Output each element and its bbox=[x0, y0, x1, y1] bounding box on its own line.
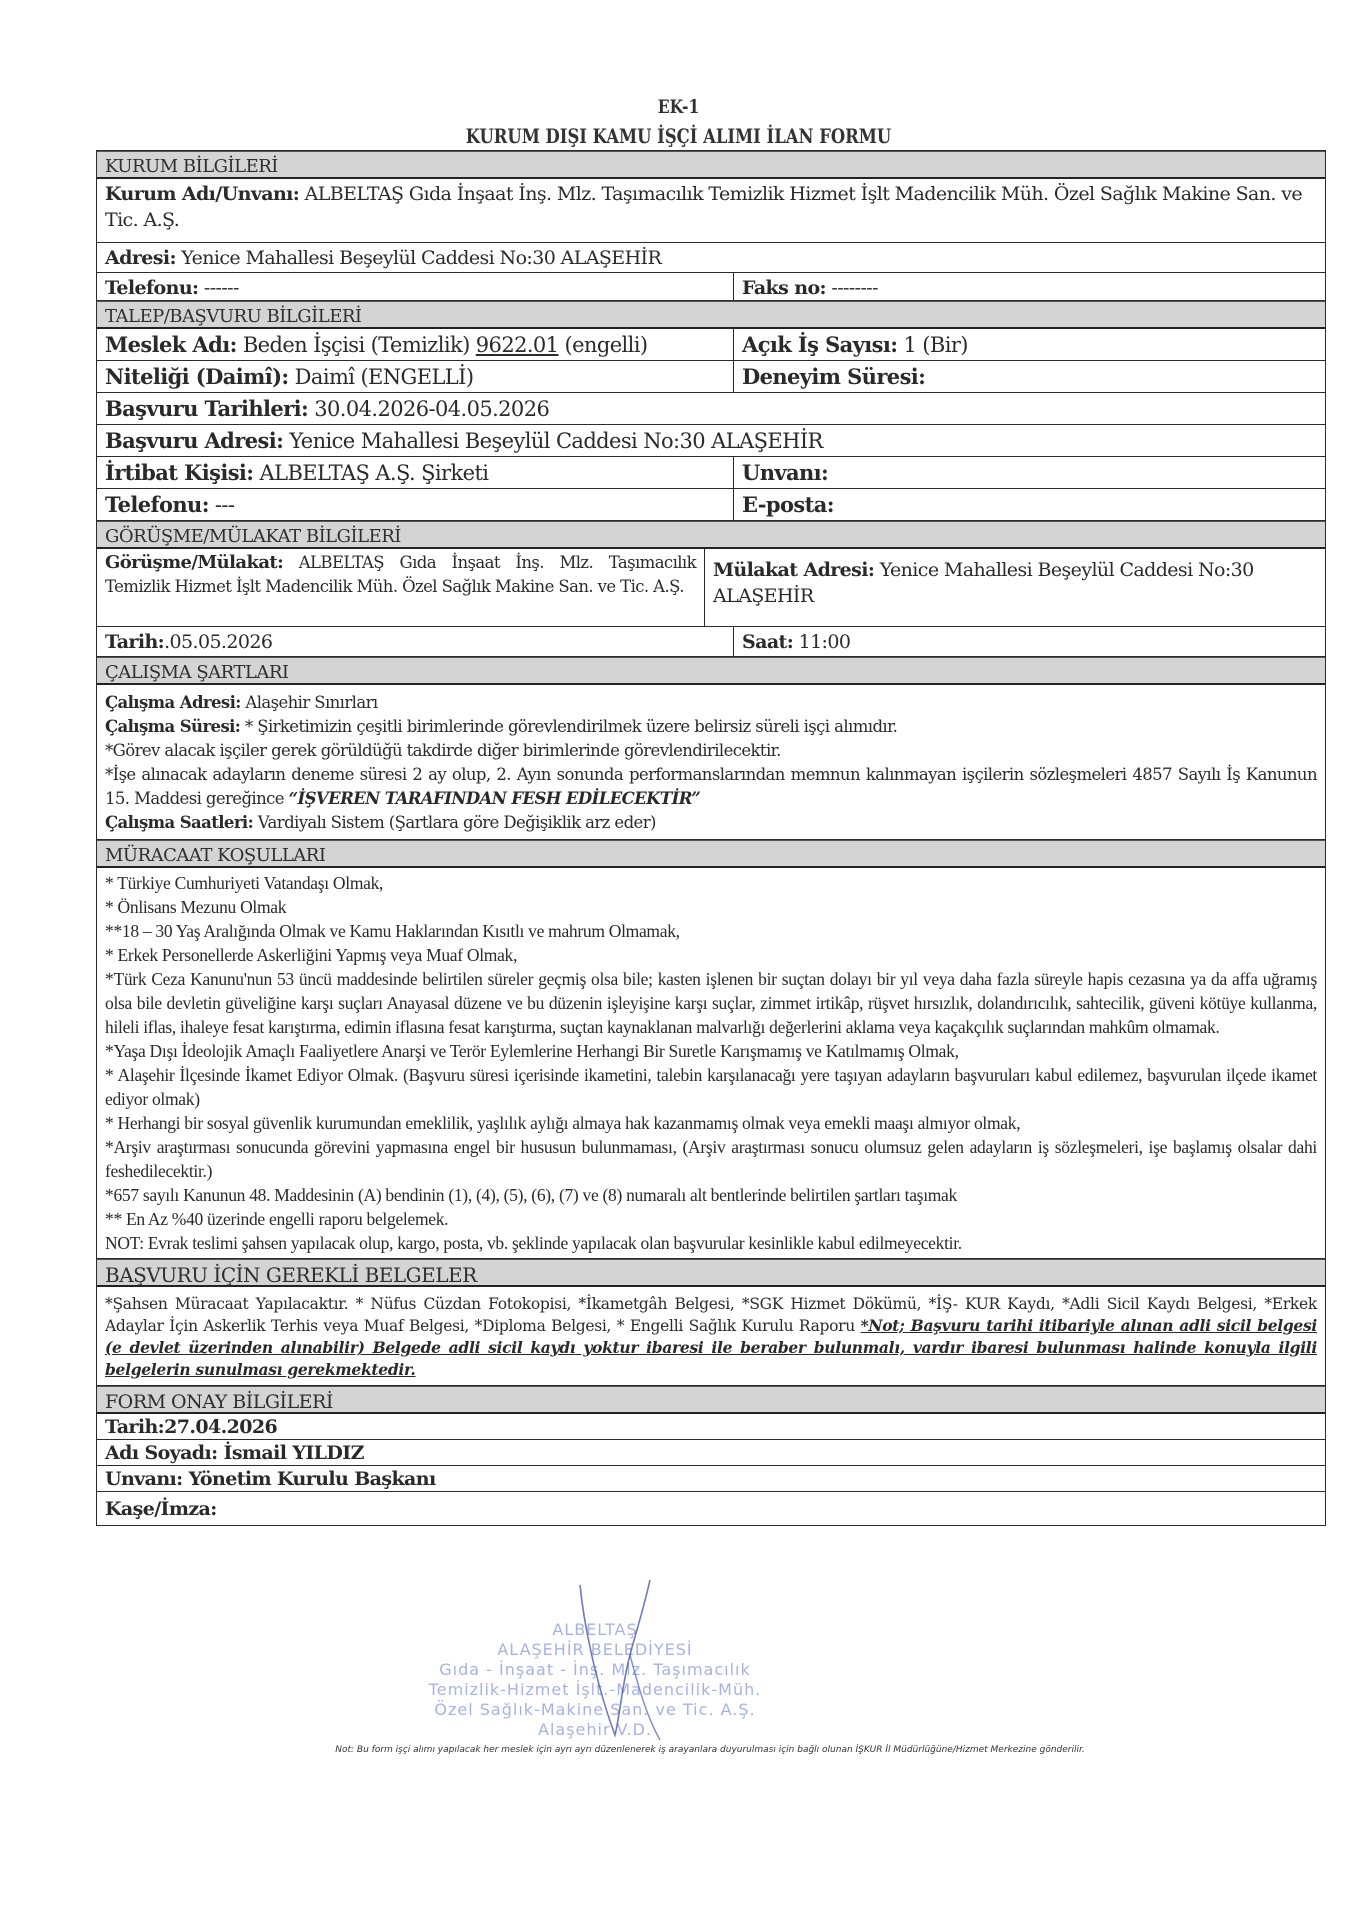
requirement-item: * Erkek Personellerde Askerliğini Yapmış veya Muaf Olmak, bbox=[105, 945, 518, 965]
approval-title-row bbox=[97, 1466, 1325, 1492]
app-address-cell bbox=[97, 425, 1325, 456]
section-header-gorusme: GÖRÜŞME/MÜLAKAT BİLGİLERİ bbox=[97, 521, 1325, 549]
contact-phone-value: --- bbox=[208, 493, 235, 517]
requirement-item: * Önlisans Mezunu Olmak bbox=[105, 897, 287, 917]
occupation-code: 9622.01 bbox=[475, 333, 559, 357]
documents-note: *Not; Başvuru tarihi itibariyle alınan adli sicil belgesi (e devlet üzerinden alınabilir) Belgede adli sicil kaydı yoktur ibaresi ile beraber bulunmalı, vardır ibaresi bulunması halinde konuyla ilgili belgelerin sunulması gerekmektedir. bbox=[105, 1316, 1317, 1379]
kurum-fax-label: Faks no: bbox=[742, 277, 826, 299]
working-conditions-row bbox=[97, 685, 1325, 840]
work-line-3-emphasis: “İŞVEREN TARAFINDAN FESH EDİLECEKTİR” bbox=[288, 789, 701, 808]
kurum-phone-value: ------ bbox=[198, 277, 239, 299]
stamp-line: ALBELTAŞ bbox=[552, 1620, 638, 1639]
recruitment-form bbox=[96, 150, 1326, 1526]
work-line-3-text: *İşe alınacak adayların deneme süresi 2 ay olup, 2. Ayın sonunda performanslarından memnun kalınmayan işçilerin sözleşmeleri 4857 Sayılı İş Kanunun 15. Maddesi gereğince bbox=[105, 765, 1317, 808]
requirement-item: * Alaşehir İlçesinde İkamet Ediyor Olmak. (Başvuru süresi içerisinde ikametini, talebin karşılanacağı yere taşıyan adayların başvuruları kabul edilemez, başvurulan ilçede ikamet ediyor olmak) bbox=[105, 1065, 1317, 1109]
nature-value: Daimî (ENGELLİ) bbox=[288, 365, 474, 389]
stamp-line: Gıda - İnşaat - İnş. Mlz. Taşımacılık bbox=[439, 1660, 751, 1679]
experience-label: Deneyim Süresi: bbox=[742, 364, 926, 389]
openings-cell bbox=[734, 329, 1325, 360]
approval-stamp-cell bbox=[97, 1492, 1325, 1525]
contact-phone-cell bbox=[97, 489, 734, 520]
work-hours-label: Çalışma Saatleri: bbox=[105, 813, 254, 832]
work-hours-line bbox=[105, 811, 1317, 835]
requirement-item: * Herhangi bir sosyal güvenlik kurumundan emeklilik, yaşlılık aylığı almaya hak kazanmamış olmak veya emekli maaşı almıyor olmak, bbox=[105, 1113, 1021, 1133]
contact-phone-row bbox=[97, 489, 1325, 521]
requirement-item: *657 sayılı Kanunun 48. Maddesinin (A) bendinin (1), (4), (5), (6), (7) ve (8) numaralı alt bentlerinde belirtilen şartları taşımak bbox=[105, 1185, 957, 1205]
stamp-line: Alaşehir V.D. bbox=[538, 1720, 652, 1739]
approval-date-value: 27.04.2026 bbox=[164, 1416, 278, 1438]
requirement-item: **18 – 30 Yaş Aralığında Olmak ve Kamu Haklarından Kısıtlı ve mahrum Olmamak, bbox=[105, 921, 680, 941]
openings-label: Açık İş Sayısı: bbox=[742, 332, 898, 357]
footnote: Not: Bu form işçi alımı yapılacak her meslek için ayrı ayrı düzenlenerek iş arayanlara duyurulması için bağlı olunan İŞKUR İl Müdürlüğüne/Hizmet Merkezine gönderilir. bbox=[335, 1745, 1085, 1755]
approval-date-cell bbox=[97, 1414, 1325, 1439]
nature-label: Niteliği (Daimî): bbox=[105, 364, 289, 389]
nature-row bbox=[97, 361, 1325, 393]
requirements-row bbox=[97, 868, 1325, 1259]
approval-name-cell bbox=[97, 1440, 1325, 1465]
interview-date-cell bbox=[97, 627, 734, 656]
dates-cell bbox=[97, 393, 1325, 424]
kurum-name-label: Kurum Adı/Unvanı: bbox=[105, 183, 300, 205]
interview-cell bbox=[97, 549, 705, 626]
contact-label: İrtibat Kişisi: bbox=[105, 460, 254, 485]
interview-label: Görüşme/Mülakat: bbox=[105, 552, 284, 573]
interview-time-label: Saat: bbox=[742, 631, 794, 653]
interview-time-value: 11:00 bbox=[793, 631, 851, 653]
interview-address-cell bbox=[705, 549, 1325, 626]
section-header-belgeler: BAŞVURU İÇİN GEREKLİ BELGELER bbox=[97, 1259, 1325, 1287]
app-address-value: Yenice Mahallesi Beşeylül Caddesi No:30 ALAŞEHİR bbox=[283, 429, 823, 453]
work-address-value: Alaşehir Sınırları bbox=[240, 693, 378, 712]
kurum-name-value: ALBELTAŞ Gıda İnşaat İnş. Mlz. Taşımacılık Temizlik Hizmet İşlt Madencilik Müh. Özel Sağlık Makine San. ve Tic. A.Ş. bbox=[105, 183, 1303, 231]
kurum-name-row bbox=[97, 179, 1325, 243]
section-header-calisma: ÇALIŞMA ŞARTLARI bbox=[97, 657, 1325, 685]
kurum-name-cell bbox=[97, 179, 1325, 242]
approval-date-row bbox=[97, 1414, 1325, 1440]
work-hours-value: Vardiyalı Sistem (Şartlara göre Değişiklik arz eder) bbox=[253, 813, 656, 832]
documents-row bbox=[97, 1287, 1325, 1386]
kurum-address-label: Adresi: bbox=[105, 247, 176, 269]
occupation-value: Beden İşçisi (Temizlik) bbox=[236, 333, 476, 357]
interview-time-cell bbox=[734, 627, 1325, 656]
kurum-phone-label: Telefonu: bbox=[105, 277, 199, 299]
working-conditions-cell bbox=[97, 685, 1325, 839]
interview-datetime-row bbox=[97, 627, 1325, 657]
requirement-item: * Türkiye Cumhuriyeti Vatandaşı Olmak, bbox=[105, 873, 384, 893]
occupation-label: Meslek Adı: bbox=[105, 332, 237, 357]
work-address-line bbox=[105, 691, 1317, 715]
requirement-item: *Türk Ceza Kanunu'nun 53 üncü maddesinde belirtilen süreler geçmiş olsa bile; kasten işlenen bir suçtan dolayı bir yıl veya daha fazla süreyle hapis cezasına ya da affa uğramış olsa bile devletin güveliğine karşı suçları Anayasal düzene ve bu düzenin işleyişine karşı suçlar, zimmet irtikâp, rüşvet hırsızlık, dolandırıcılık, sahtecilik, güveni kötüye kullanma, hileli iflas, ihaleye fesat karıştırma, edimin iflasına fesat karıştırma, suçtan kaynaklanan malvarlığı değerlerini aklama veya kaçakçılık suçlarından mahkûm olmamak. bbox=[105, 969, 1317, 1037]
contact-row bbox=[97, 457, 1325, 489]
requirement-item: ** En Az %40 üzerinde engelli raporu belgelemek. bbox=[105, 1209, 449, 1229]
openings-value: 1 (Bir) bbox=[897, 333, 968, 357]
stamp-line: Özel Sağlık-Makine San. ve Tic. A.Ş. bbox=[434, 1700, 756, 1719]
kurum-address-row bbox=[97, 243, 1325, 273]
kurum-address-value: Yenice Mahallesi Beşeylül Caddesi No:30 ALAŞEHİR bbox=[175, 247, 662, 269]
interview-value: ALBELTAŞ Gıda İnşaat İnş. Mlz. Taşımacılık Temizlik Hizmet İşlt Madencilik Müh. Özel Sağlık Makine San. ve Tic. A.Ş. bbox=[105, 553, 696, 596]
requirement-item: *Arşiv araştırması sonucunda görevini yapmasına engel bir hususun bulunmaması, (Arşiv araştırması sonucu olumsuz gelen adayların iş sözleşmeleri, işe başlamış olsalar dahi feshedilecektir.) bbox=[105, 1137, 1317, 1181]
work-line-3 bbox=[105, 763, 1317, 811]
section-header-kurum: KURUM BİLGİLERİ bbox=[97, 151, 1325, 179]
approval-stamp-label: Kaşe/İmza: bbox=[105, 1498, 217, 1520]
stamp-line: ALAŞEHİR BELEDİYESİ bbox=[497, 1640, 693, 1659]
dates-label: Başvuru Tarihleri: bbox=[105, 396, 309, 421]
work-duration-value: * Şirketimizin çeşitli birimlerinde görevlendirilmek üzere belirsiz süreli işçi alımıdır. bbox=[240, 717, 898, 736]
dates-row bbox=[97, 393, 1325, 425]
approval-name-row bbox=[97, 1440, 1325, 1466]
documents-text: *Şahsen Müracaat Yapılacaktır. * Nüfus Cüzdan Fotokopisi, *İkametgâh Belgesi, *SGK Hizmet Dökümü, *İŞ- KUR Kaydı, *Adli Sicil Kaydı Belgesi, *Erkek Adaylar İçin Askerlik Terhis veya Muaf Belgesi, *Diploma Belgesi, * Engelli Sağlık Kurulu Raporu bbox=[105, 1295, 1317, 1335]
work-address-label: Çalışma Adresi: bbox=[105, 693, 241, 712]
interview-address-label: Mülakat Adresi: bbox=[713, 559, 875, 581]
occupation-cell bbox=[97, 329, 734, 360]
contact-title-label: Unvanı: bbox=[742, 460, 829, 485]
contact-title-cell bbox=[734, 457, 1325, 488]
interview-row bbox=[97, 549, 1325, 627]
approval-name-value: İsmail YILDIZ bbox=[217, 1442, 364, 1464]
approval-name-label: Adı Soyadı: bbox=[105, 1442, 218, 1464]
contact-cell bbox=[97, 457, 734, 488]
work-duration-line bbox=[105, 715, 1317, 739]
requirement-note: NOT: Evrak teslimi şahsen yapılacak olup, kargo, posta, vb. şeklinde yapılacak olan başvurular kesinlikle kabul edilmeyecektir. bbox=[105, 1233, 962, 1253]
approval-title-cell bbox=[97, 1466, 1325, 1491]
section-header-muracaat: MÜRACAAT KOŞULLARI bbox=[97, 840, 1325, 868]
annex-label: EK-1 bbox=[657, 96, 700, 118]
contact-value: ALBELTAŞ A.Ş. Şirketi bbox=[253, 461, 489, 485]
approval-date-label: Tarih: bbox=[105, 1416, 165, 1438]
occupation-row bbox=[97, 329, 1325, 361]
approval-title-label: Unvanı: bbox=[105, 1468, 183, 1490]
kurum-address-cell bbox=[97, 243, 1325, 272]
section-header-onay: FORM ONAY BİLGİLERİ bbox=[97, 1386, 1325, 1414]
kurum-phone-row bbox=[97, 273, 1325, 301]
documents-cell bbox=[97, 1287, 1325, 1385]
company-stamp bbox=[405, 1620, 785, 1750]
interview-date-label: Tarih: bbox=[105, 631, 165, 653]
requirements-cell bbox=[97, 868, 1325, 1258]
page-title: KURUM DIŞI KAMU İŞÇİ ALIMI İLAN FORMU bbox=[465, 124, 892, 148]
signature-icon bbox=[560, 1575, 680, 1745]
stamp-line: Temizlik-Hizmet İşlt.-Madencilik-Müh. bbox=[428, 1680, 762, 1699]
work-line-2: *Görev alacak işçiler gerek görüldüğü takdirde diğer birimlerinde görevlendirilecektir. bbox=[105, 741, 781, 760]
app-address-row bbox=[97, 425, 1325, 457]
approval-stamp-row bbox=[97, 1492, 1325, 1526]
work-duration-label: Çalışma Süresi: bbox=[105, 717, 241, 736]
section-header-talep: TALEP/BAŞVURU BİLGİLERİ bbox=[97, 301, 1325, 329]
kurum-fax-cell bbox=[734, 273, 1325, 300]
contact-email-label: E-posta: bbox=[742, 492, 834, 517]
nature-cell bbox=[97, 361, 734, 392]
contact-phone-label: Telefonu: bbox=[105, 492, 209, 517]
interview-date-value: .05.05.2026 bbox=[164, 631, 273, 653]
interview-address-value: Yenice Mahallesi Beşeylül Caddesi No:30 ALAŞEHİR bbox=[713, 559, 1254, 607]
experience-cell bbox=[734, 361, 1325, 392]
occupation-suffix: (engelli) bbox=[558, 333, 648, 357]
contact-email-cell bbox=[734, 489, 1325, 520]
app-address-label: Başvuru Adresi: bbox=[105, 428, 284, 453]
kurum-phone-cell bbox=[97, 273, 734, 300]
dates-value: 30.04.2026-04.05.2026 bbox=[308, 397, 550, 421]
kurum-fax-value: -------- bbox=[825, 277, 878, 299]
requirement-item: *Yaşa Dışı İdeolojik Amaçlı Faaliyetlere Anarşi ve Terör Eylemlerine Herhangi Bir Suretle Karışmamış ve Katılmamış Olmak, bbox=[105, 1041, 959, 1061]
approval-title-value: Yönetim Kurulu Başkanı bbox=[182, 1468, 436, 1490]
